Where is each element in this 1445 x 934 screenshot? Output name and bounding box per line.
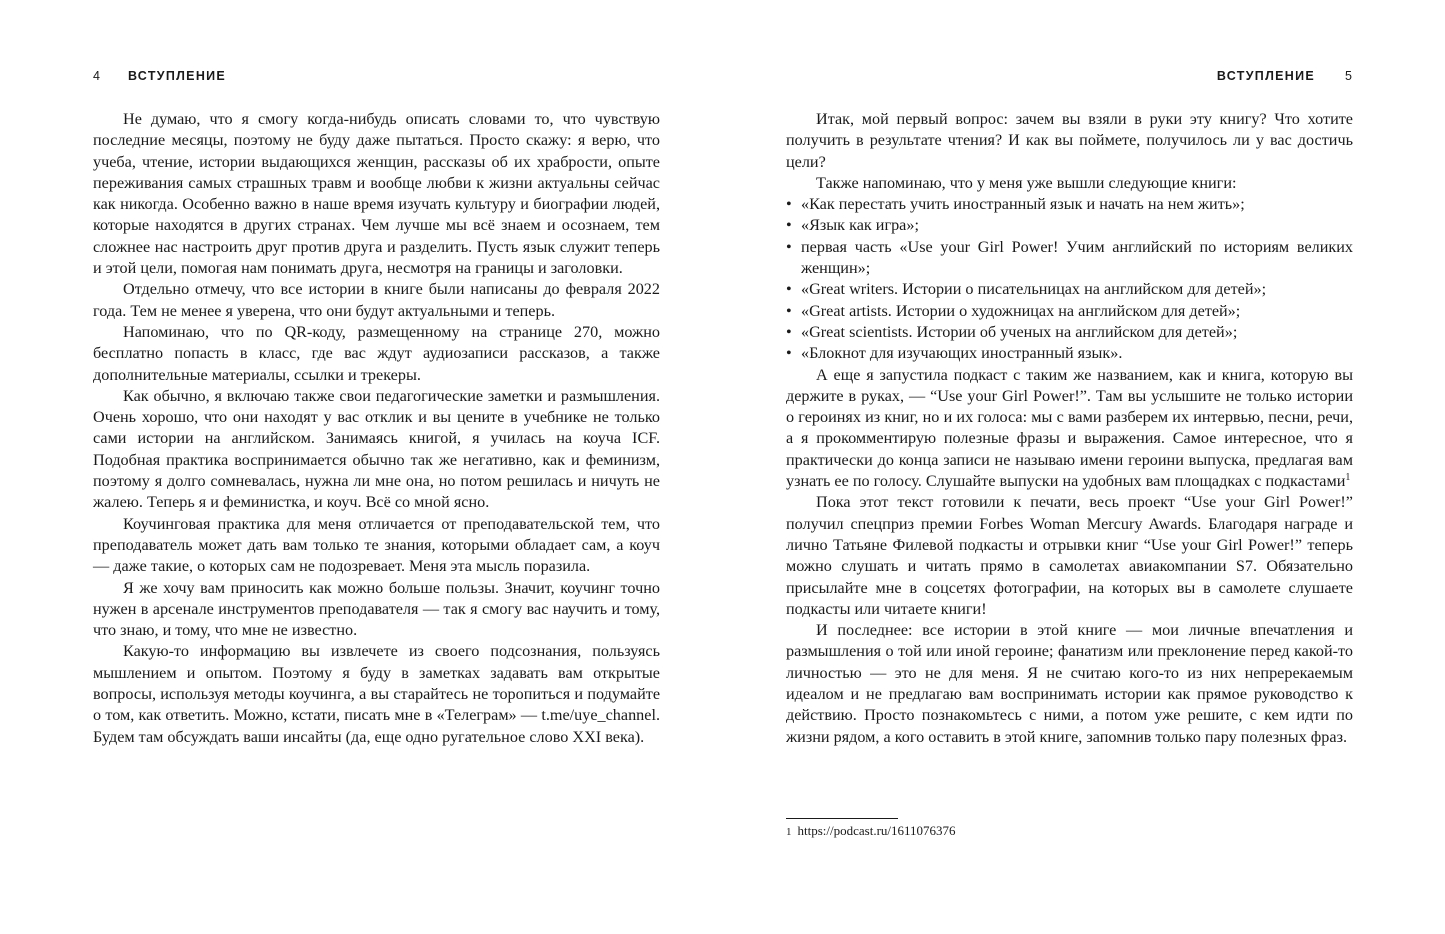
page-number: 4 — [93, 69, 100, 83]
footnote — [786, 822, 956, 841]
paragraph: Как обычно, я включаю также свои педагогические заметки и размышления. Очень хорошо, что они находят у вас отклик и вы цените в учебнике не только сами истории на английском. Занимаясь книгой, я училась на коуча ICF. Подобная практика воспринимается обычно так же негативно, как и феминизм, поэтому я долго сомневалась, нужна ли мне она, но потом решилась и ничуть не жалею. Теперь я и феминистка, и коуч. Всё со мной ясно. — [93, 386, 660, 512]
list-item: • «Блокнот для изучающих иностранный язык». — [786, 343, 1353, 364]
list-item: • «Язык как игра»; — [786, 215, 1353, 236]
list-item: • «Great scientists. Истории об ученых на английском для детей»; — [786, 322, 1353, 343]
footnote-mark: 1 — [786, 826, 792, 838]
paragraph: Коучинговая практика для меня отличается от преподавательской тем, что преподаватель может дать вам только те знания, которыми обладает сам, а коуч — даже такие, о которых сам не подозревает. Меня эта мысль поразила. — [93, 514, 660, 576]
list-item: • «Great writers. Истории о писательницах на английском для детей»; — [786, 279, 1353, 300]
paragraph: И последнее: все истории в этой книге — мои личные впечатления и размышления о той или иной героине; фанатизм или преклонение перед какой-то личностью — это не для меня. Я не считаю кого-то из них непререкаемым идеалом и не предлагаю вам воспринимать истории как прямое руководство к действию. Просто познакомьтесь с ними, а потом уже решите, с кем идти по жизни рядом, а кого оставить в этой книге, запомнив только пару полезных фраз. — [786, 621, 1353, 746]
paragraph-text: А еще я запустила подкаст с таким же названием, как и книга, которую вы держите в руках, — “Use your Girl Power!”. Там вы услышите не только истории о героинях из книг, но и их голоса: мы с вами разберем их интервью, песни, речи, а я прокомментирую полезные фразы и выражения. Самое интересное, что я практически до конца записи не называю имени героини выпуска, предлагая вам узнать ее по голосу. Слушайте выпуски на удобных вам площадках с подкастами — [786, 365, 1353, 491]
footnote-link[interactable]: https://podcast.ru/1611076376 — [797, 823, 956, 838]
right-page-body — [786, 109, 1353, 748]
left-page — [0, 0, 722, 934]
running-head-title: ВСТУПЛЕНИЕ — [127, 69, 227, 83]
paragraph: Отдельно отмечу, что все истории в книге были написаны до февраля 2022 года. Тем не менее я уверена, что они будут актуальными и теперь. — [93, 280, 660, 320]
paragraph: Пока этот текст готовили к печати, весь проект “Use your Girl Power!” получил спецприз премии Forbes Woman Mercury Awards. Благодаря награде и лично Татьяне Филевой подкасты и отрывки книг “Use your Girl Power!” теперь можно слушать и читать прямо в самолетах авиакомпании S7. Обязательно присылайте мне в соцсетях фотографии, на которых вы в самолете слушаете подкасты или читаете книги! — [786, 493, 1353, 618]
paragraph: Я же хочу вам приносить как можно больше пользы. Значит, коучинг точно нужен в арсенале инструментов преподавателя — так я смогу вас научить и тому, что знаю, и тому, что мне не известно. — [93, 578, 660, 640]
running-head-title: ВСТУПЛЕНИЕ — [1216, 69, 1316, 83]
paragraph: Не думаю, что я смогу когда-нибудь описать словами то, что чувствую последние месяцы, поэтому не буду даже пытаться. Просто скажу: я верю, что учеба, чтение, истории выдающихся женщин, рассказы об их храбрости, опыте переживания самых страшных травм и вообще любви к жизни актуальны сейчас как никогда. Особенно важно в наше время изучать культуру и биографии людей, которые находятся в других странах. Чем лучше мы всё знаем и осознаем, тем сложнее нас настроить друг против друга и разделить. Пусть язык служит теперь и этой цели, помогая нам понимать друга, несмотря на границы и заголовки. — [93, 110, 660, 278]
right-page — [723, 0, 1445, 934]
page-number: 5 — [1345, 69, 1352, 83]
footnote-divider — [786, 818, 898, 819]
paragraph: Итак, мой первый вопрос: зачем вы взяли в руки эту книгу? Что хотите получить в результате чтения? И как вы поймете, получилось ли у вас достичь цели? — [786, 110, 1353, 171]
list-item: • «Great artists. Истории о художницах на английском для детей»; — [786, 301, 1353, 322]
list-item: • «Как перестать учить иностранный язык и начать на нем жить»; — [786, 194, 1353, 215]
running-head-left — [93, 69, 226, 83]
paragraph: Какую-то информацию вы извлечете из своего подсознания, пользуясь мышлением и опытом. Поэтому я буду в заметках задавать вам открытые вопросы, используя методы коучинга, а вы старайтесь не торопиться и подумайте о том, как ответить. Можно, кстати, писать мне в «Телеграм» — t.me/uye_channel. Будем там обсуждать ваши инсайты (да, еще одно ругательное слово XXI века). — [93, 642, 660, 746]
books-list — [786, 194, 1353, 364]
paragraph — [786, 365, 1353, 493]
left-page-body — [93, 109, 660, 748]
paragraph: Напоминаю, что по QR-коду, размещенному на странице 270, можно бесплатно попасть в класс, где вас ждут аудиозаписи рассказов, а также дополнительные материалы, ссылки и трекеры. — [93, 322, 660, 384]
footnote-reference[interactable]: 1 — [1345, 472, 1351, 484]
paragraph: Также напоминаю, что у меня уже вышли следующие книги: — [816, 173, 1237, 192]
list-item: • первая часть «Use your Girl Power! Учим английский по историям великих женщин»; — [786, 237, 1353, 280]
running-head-right — [1217, 69, 1352, 83]
